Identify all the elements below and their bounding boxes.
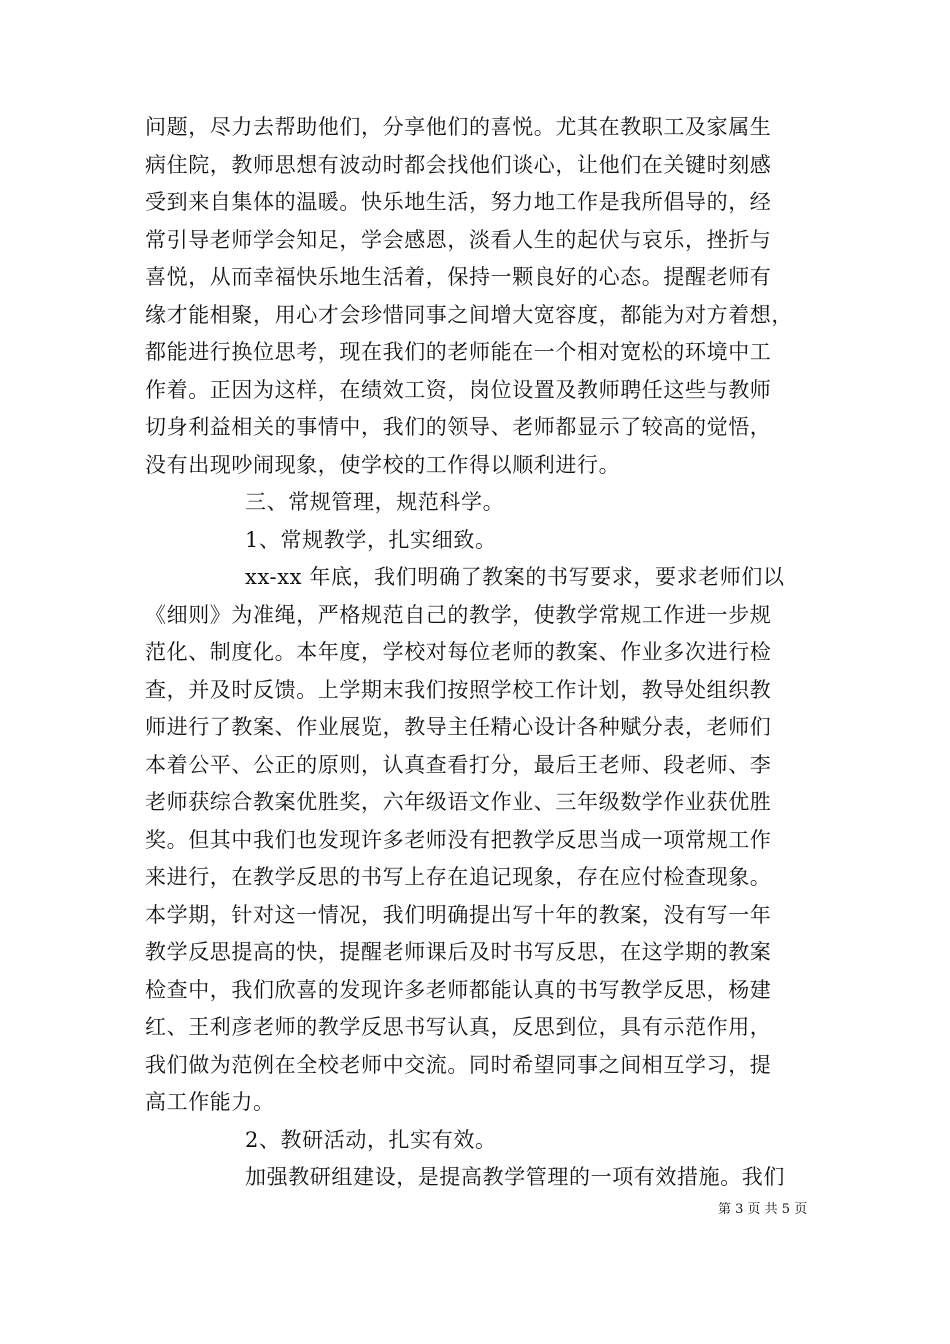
paragraph-line: xx-xx 年底，我们明确了教案的书写要求，要求老师们以 [245, 565, 785, 589]
paragraph-line: 教学反思提高的快，提醒老师课后及时书写反思，在这学期的教案 [145, 940, 772, 964]
paragraph-line: 检查中，我们欣喜的发现许多老师都能认真的书写教学反思，杨建 [145, 977, 772, 1002]
page-footer: 第 3 页 共 5 页 [718, 1202, 808, 1217]
paragraph-line: 本学期，针对这一情况，我们明确提出写十年的教案，没有写一年 [145, 902, 772, 927]
paragraph-line: 受到来自集体的温暖。快乐地生活，努力地工作是我所倡导的，经 [145, 190, 772, 214]
paragraph-line: 来进行，在教学反思的书写上存在追记现象，存在应付检查现象。 [145, 865, 772, 889]
paragraph-line: 没有出现吵闹现象，使学校的工作得以顺利进行。 [145, 452, 621, 477]
paragraph-line: 都能进行换位思考，现在我们的老师能在一个相对宽松的环境中工 [145, 340, 772, 364]
paragraph-line: 奖。但其中我们也发现许多老师没有把教学反思当成一项常规工作 [145, 827, 772, 852]
paragraph-line: 缘才能相聚，用心才会珍惜同事之间增大宽容度，都能为对方着想， [145, 302, 793, 327]
paragraph-line: 作着。正因为这样，在绩效工资，岗位设置及教师聘任这些与教师 [145, 377, 772, 402]
paragraph-line: 《细则》为准绳，严格规范自己的教学，使教学常规工作进一步规 [145, 602, 772, 627]
subsection-heading: 2、教研活动，扎实有效。 [245, 1127, 497, 1152]
paragraph-line: 查，并及时反馈。上学期末我们按照学校工作计划，教导处组织教 [145, 677, 772, 702]
paragraph-line: 本着公平、公正的原则，认真查看打分，最后王老师、段老师、李 [145, 752, 772, 777]
subsection-heading: 1、常规教学，扎实细致。 [245, 527, 497, 552]
paragraph-line: 加强教研组建设，是提高教学管理的一项有效措施。我们 [245, 1165, 785, 1189]
paragraph-line: 问题，尽力去帮助他们，分享他们的喜悦。尤其在教职工及家属生 [145, 115, 772, 139]
paragraph-line: 我们做为范例在全校老师中交流。同时希望同事之间相互学习，提 [145, 1052, 772, 1077]
paragraph-line: 病住院，教师思想有波动时都会找他们谈心，让他们在关键时刻感 [145, 152, 772, 177]
paragraph-line: 高工作能力。 [145, 1090, 275, 1114]
paragraph-line: 喜悦，从而幸福快乐地生活着，保持一颗良好的心态。提醒老师有 [145, 265, 772, 289]
paragraph-line: 范化、制度化。本年度，学校对每位老师的教案、作业多次进行检 [145, 640, 772, 664]
section-heading: 三、常规管理，规范科学。 [245, 490, 505, 514]
paragraph-line: 切身利益相关的事情中，我们的领导、老师都显示了较高的觉悟， [145, 415, 772, 439]
paragraph-line: 师进行了教案、作业展览，教导主任精心设计各种赋分表，老师们 [145, 715, 772, 739]
paragraph-line: 红、王利彦老师的教学反思书写认真，反思到位，具有示范作用， [145, 1015, 772, 1039]
paragraph-line: 常引导老师学会知足，学会感恩，淡看人生的起伏与哀乐，挫折与 [145, 227, 772, 252]
paragraph-line: 老师获综合教案优胜奖，六年级语文作业、三年级数学作业获优胜 [145, 790, 772, 814]
